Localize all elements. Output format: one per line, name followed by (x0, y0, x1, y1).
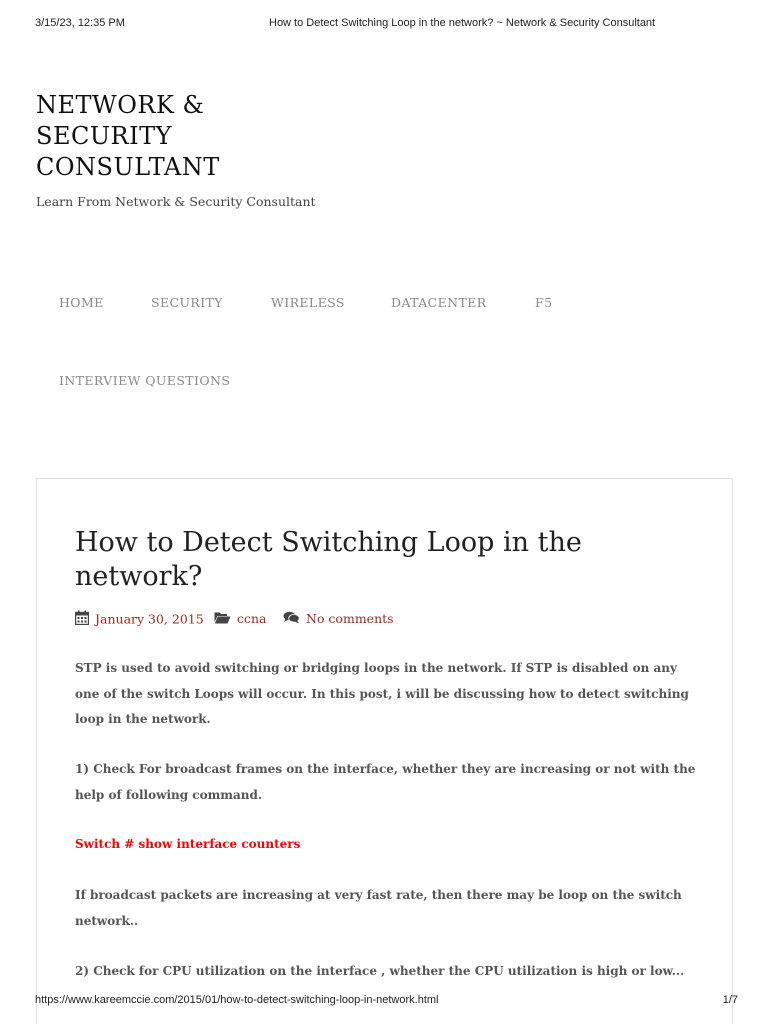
site-tagline: Learn From Network & Security Consultant (36, 194, 316, 209)
nav-item-interview-questions[interactable]: INTERVIEW QUESTIONS (59, 373, 231, 388)
post-date-link[interactable]: January 30, 2015 (95, 611, 204, 627)
print-footer (35, 994, 738, 1010)
post-comments (283, 610, 394, 627)
post-category-link[interactable]: ccna (237, 611, 267, 626)
nav-item-datacenter[interactable]: DATACENTER (391, 295, 487, 310)
post-title[interactable]: How to Detect Switching Loop in the network? (75, 527, 582, 592)
nav-item-wireless[interactable]: WIRELESS (271, 295, 345, 310)
nav-item-f5[interactable]: F5 (535, 295, 553, 310)
print-timestamp: 3/15/23, 12:35 PM (35, 17, 125, 29)
print-url: https://www.kareemccie.com/2015/01/how-to-detect-switching-loop-in-network.html (35, 994, 439, 1006)
site-title-line[interactable]: CONSULTANT (36, 153, 220, 181)
site-title-line[interactable]: NETWORK & (36, 91, 205, 119)
calendar-icon (75, 610, 89, 628)
site-title[interactable] (36, 90, 296, 183)
print-document-title: How to Detect Switching Loop in the network? ~ Network & Security Consultant (269, 17, 656, 29)
print-page-number: 1/7 (722, 994, 738, 1006)
nav-item-security[interactable]: SECURITY (151, 295, 223, 310)
post-command: Switch # show interface counters (75, 837, 301, 851)
post-paragraph: 2) Check for CPU utilization on the interface , whether the CPU utilization is high or low... (75, 964, 685, 978)
post-paragraph: 1) Check For broadcast frames on the interface, whether they are increasing or not with the help of following command. (75, 762, 696, 802)
comments-icon (283, 611, 300, 627)
nav-item-home[interactable]: HOME (59, 295, 104, 310)
post-paragraph: If broadcast packets are increasing at very fast rate, then there may be loop on the switch network.. (75, 888, 682, 928)
folder-open-icon (214, 611, 231, 627)
site-title-line[interactable]: SECURITY (36, 122, 172, 150)
post-comments-link[interactable]: No comments (306, 611, 394, 626)
post-category (214, 610, 267, 627)
post-date (75, 610, 204, 628)
post-paragraph: STP is used to avoid switching or bridging loops in the network. If STP is disabled on any one of the switch Loops will occur. In this post, i will be discussing how to detect switching loop in the network. (75, 661, 689, 726)
print-header (35, 17, 738, 33)
